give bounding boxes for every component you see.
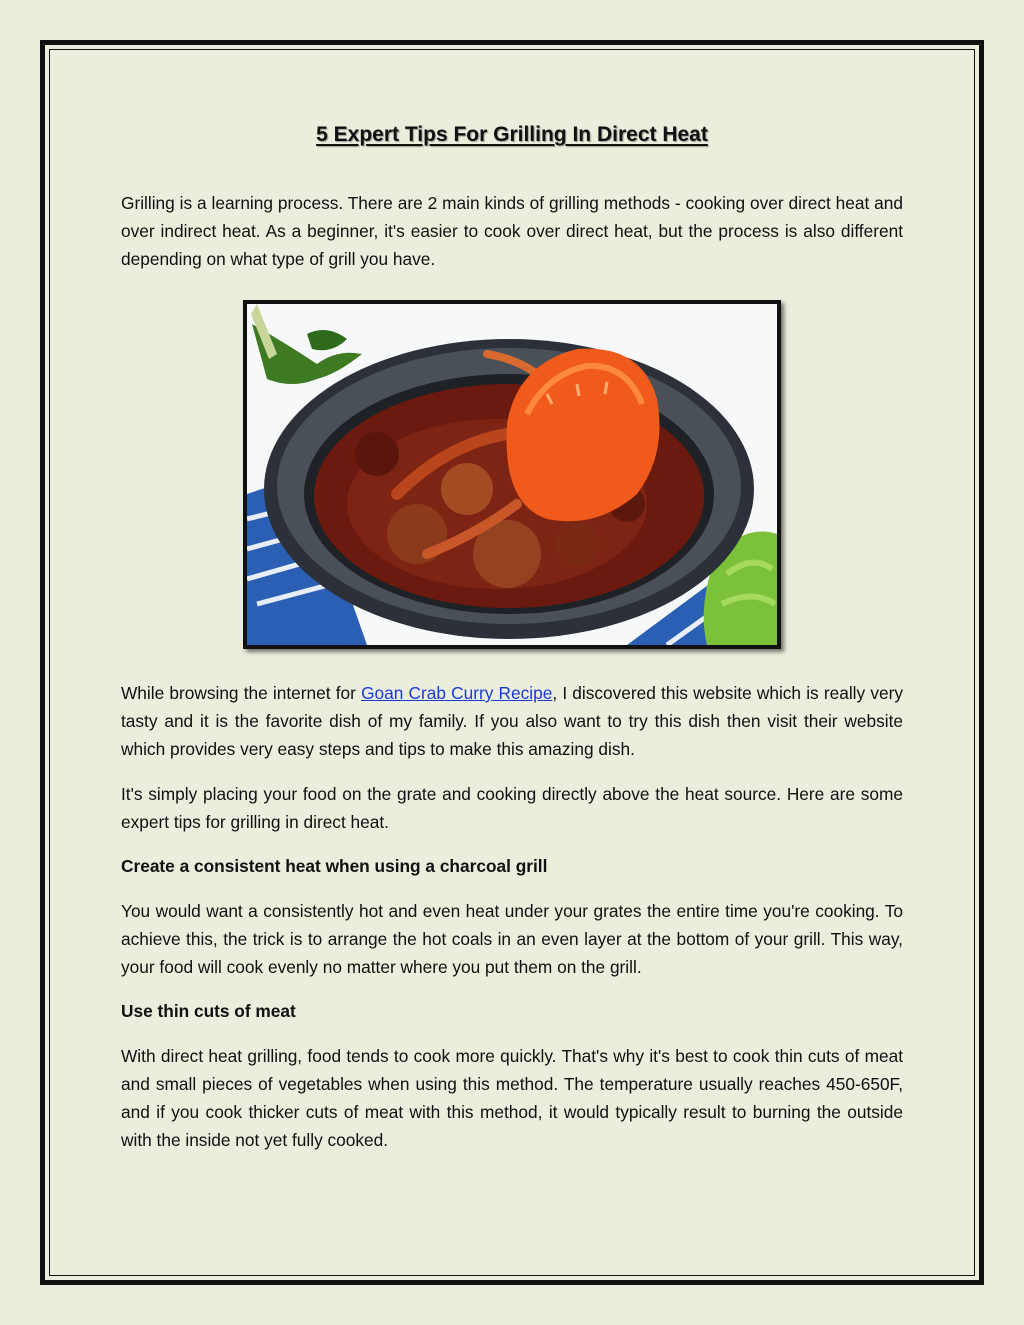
tip2-paragraph: With direct heat grilling, food tends to cook more quickly. That's why it's best to cook thin cuts of meat and small pieces of vegetables when using this method. The temperature usually reaches 450-650F, and if you cook thicker cuts of meat with this method, it would typically result to burning the outside with the inside not yet fully cooked. [121, 1046, 903, 1150]
tip2-heading: Use thin cuts of meat [121, 1001, 296, 1021]
browse-paragraph [121, 679, 903, 763]
browse-text-after: , I discovered this website which is really very tasty and it is the favorite dish of my family. If you also want to try this dish then visit their website which provides very easy steps and tips to make this amazing dish. [121, 683, 903, 759]
intro-paragraph: Grilling is a learning process. There are 2 main kinds of grilling methods - cooking over direct heat and over indirect heat. As a beginner, it's easier to cook over direct heat, but the process is also different depending on what type of grill you have. [121, 193, 903, 269]
crab-curry-image [243, 300, 781, 649]
goan-crab-curry-link[interactable]: Goan Crab Curry Recipe [361, 683, 553, 703]
direct-heat-paragraph: It's simply placing your food on the grate and cooking directly above the heat source. Here are some expert tips for grilling in direct heat. [121, 784, 903, 832]
browse-text-before: While browsing the internet for [121, 683, 362, 703]
article [121, 120, 903, 1154]
tip1-paragraph: You would want a consistently hot and even heat under your grates the entire time you're cooking. To achieve this, the trick is to arrange the hot coals in an even layer at the bottom of your grill. This way, your food will cook evenly no matter where you put them on the grill. [121, 901, 903, 977]
article-title: 5 Expert Tips For Grilling In Direct Heat [316, 123, 708, 146]
crab-curry-photo-icon [247, 304, 777, 645]
tip1-heading: Create a consistent heat when using a charcoal grill [121, 856, 548, 876]
